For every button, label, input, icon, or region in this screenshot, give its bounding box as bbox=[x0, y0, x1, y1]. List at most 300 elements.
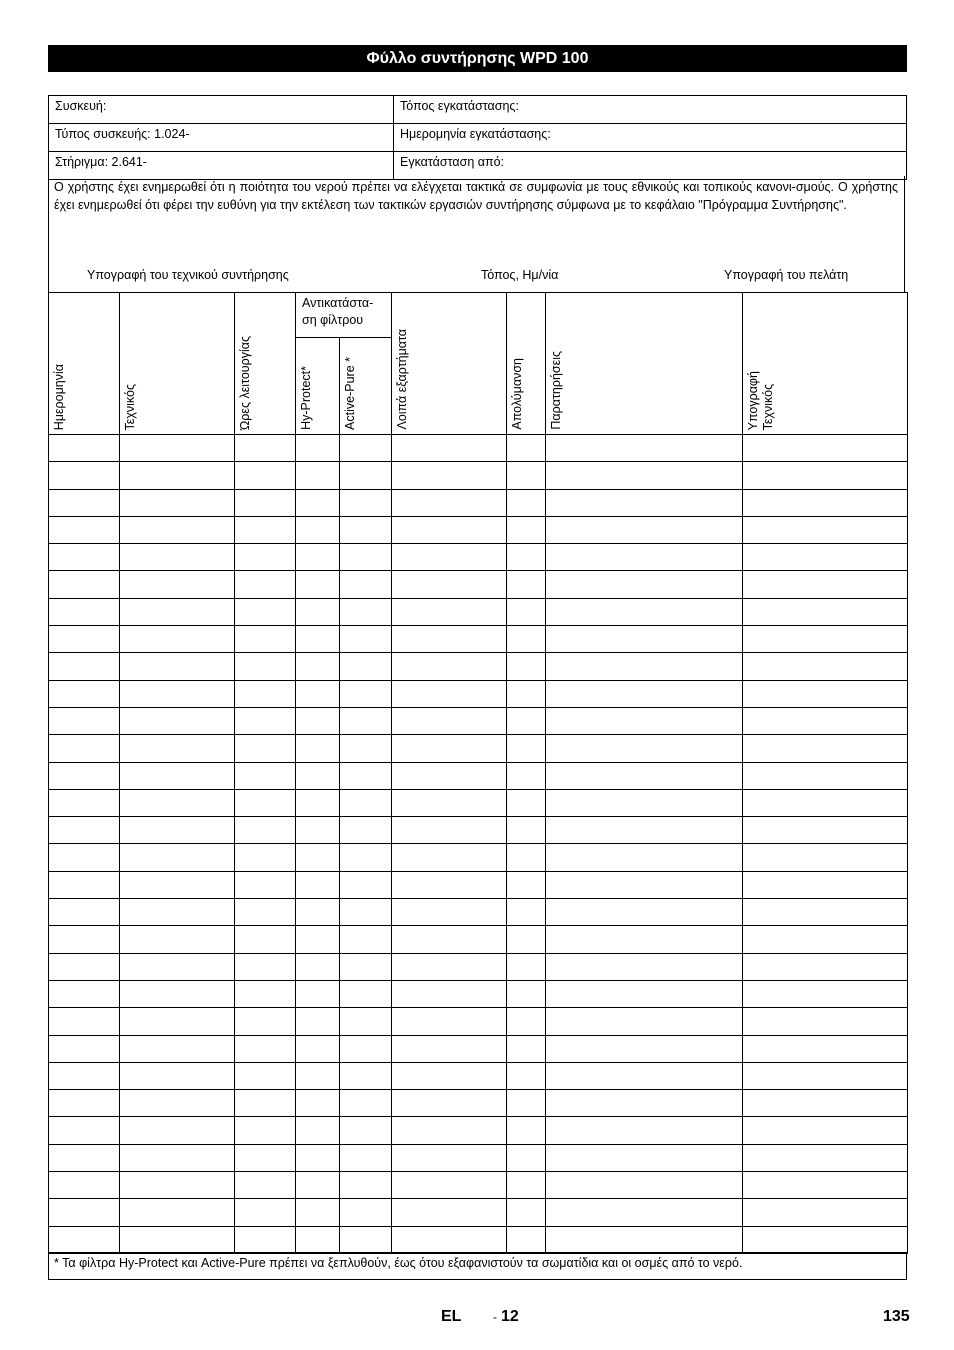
cell-technician[interactable] bbox=[120, 899, 235, 926]
cell-disinfection[interactable] bbox=[507, 1172, 546, 1199]
cell-date[interactable] bbox=[49, 817, 120, 844]
table-row bbox=[49, 435, 908, 462]
table-row bbox=[49, 1144, 908, 1171]
cell-remarks[interactable] bbox=[546, 489, 743, 516]
cell-technician[interactable] bbox=[120, 626, 235, 653]
cell-date[interactable] bbox=[49, 1008, 120, 1035]
cell-hours[interactable] bbox=[235, 789, 296, 816]
cell-disinfection[interactable] bbox=[507, 598, 546, 625]
notice-text: Ο χρήστης έχει ενημερωθεί ότι η ποιότητα του νερού πρέπει να ελέγχεται τακτικά σε συμφωνία με τους εθνικούς και τοπικούς κανονι-σμούς. Ο χρήστης έχει ενημερωθεί ότι φέρει την ευθύνη για την εκτέλεση των τακτικών εργασιών συντήρησης σύμφωνα με το κεφάλαιο "Πρόγραμμα Συντήρησης". bbox=[54, 180, 898, 212]
cell-date[interactable] bbox=[49, 489, 120, 516]
location-field[interactable]: Τόπος εγκατάστασης: bbox=[400, 99, 519, 113]
cell-hy-protect[interactable] bbox=[296, 544, 340, 571]
cell-hours[interactable] bbox=[235, 899, 296, 926]
cell-technician[interactable] bbox=[120, 1090, 235, 1117]
cell-hours[interactable] bbox=[235, 653, 296, 680]
cell-date[interactable] bbox=[49, 926, 120, 953]
cell-remarks[interactable] bbox=[546, 1172, 743, 1199]
cell-other-parts[interactable] bbox=[392, 844, 507, 871]
cell-other-parts[interactable] bbox=[392, 680, 507, 707]
cell-hy-protect[interactable] bbox=[296, 1172, 340, 1199]
cell-remarks[interactable] bbox=[546, 871, 743, 898]
cell-remarks[interactable] bbox=[546, 926, 743, 953]
col-header-other-parts: Λοιπά εξαρτήματα bbox=[392, 293, 507, 435]
cell-disinfection[interactable] bbox=[507, 789, 546, 816]
cell-date[interactable] bbox=[49, 953, 120, 980]
cell-hours[interactable] bbox=[235, 953, 296, 980]
cell-other-parts[interactable] bbox=[392, 1144, 507, 1171]
col-header-disinfection: Απολύμανση bbox=[507, 293, 546, 435]
cell-disinfection[interactable] bbox=[507, 1035, 546, 1062]
cell-active-pure[interactable] bbox=[340, 489, 392, 516]
cell-other-parts[interactable] bbox=[392, 871, 507, 898]
cell-other-parts[interactable] bbox=[392, 516, 507, 543]
table-row bbox=[49, 1062, 908, 1089]
cell-other-parts[interactable] bbox=[392, 980, 507, 1007]
cell-active-pure[interactable] bbox=[340, 1172, 392, 1199]
cell-remarks[interactable] bbox=[546, 1199, 743, 1226]
cell-tech-signature[interactable] bbox=[743, 1090, 908, 1117]
cell-remarks[interactable] bbox=[546, 707, 743, 734]
cell-disinfection[interactable] bbox=[507, 489, 546, 516]
cell-date[interactable] bbox=[49, 1090, 120, 1117]
cell-active-pure[interactable] bbox=[340, 1008, 392, 1035]
cell-technician[interactable] bbox=[120, 735, 235, 762]
cell-tech-signature[interactable] bbox=[743, 516, 908, 543]
cell-hours[interactable] bbox=[235, 926, 296, 953]
cell-active-pure[interactable] bbox=[340, 926, 392, 953]
cell-technician[interactable] bbox=[120, 1199, 235, 1226]
table-row bbox=[49, 653, 908, 680]
cell-disinfection[interactable] bbox=[507, 1144, 546, 1171]
cell-date[interactable] bbox=[49, 735, 120, 762]
cell-hy-protect[interactable] bbox=[296, 707, 340, 734]
cell-tech-signature[interactable] bbox=[743, 844, 908, 871]
cell-technician[interactable] bbox=[120, 926, 235, 953]
cell-other-parts[interactable] bbox=[392, 435, 507, 462]
cell-hy-protect[interactable] bbox=[296, 598, 340, 625]
cell-tech-signature[interactable] bbox=[743, 653, 908, 680]
cell-disinfection[interactable] bbox=[507, 653, 546, 680]
cell-remarks[interactable] bbox=[546, 762, 743, 789]
cell-date[interactable] bbox=[49, 1035, 120, 1062]
cell-date[interactable] bbox=[49, 1172, 120, 1199]
cell-other-parts[interactable] bbox=[392, 1172, 507, 1199]
cell-hours[interactable] bbox=[235, 1090, 296, 1117]
cell-active-pure[interactable] bbox=[340, 516, 392, 543]
cell-active-pure[interactable] bbox=[340, 1117, 392, 1144]
cell-active-pure[interactable] bbox=[340, 844, 392, 871]
cell-technician[interactable] bbox=[120, 1008, 235, 1035]
cell-hours[interactable] bbox=[235, 844, 296, 871]
cell-disinfection[interactable] bbox=[507, 626, 546, 653]
cell-remarks[interactable] bbox=[546, 571, 743, 598]
cell-other-parts[interactable] bbox=[392, 489, 507, 516]
cell-technician[interactable] bbox=[120, 653, 235, 680]
cell-hours[interactable] bbox=[235, 598, 296, 625]
bracket-field[interactable]: Στήριγμα: 2.641- bbox=[49, 152, 394, 179]
cell-date[interactable] bbox=[49, 871, 120, 898]
cell-date[interactable] bbox=[49, 1144, 120, 1171]
cell-active-pure[interactable] bbox=[340, 462, 392, 489]
cell-tech-signature[interactable] bbox=[743, 1172, 908, 1199]
cell-active-pure[interactable] bbox=[340, 789, 392, 816]
cell-other-parts[interactable] bbox=[392, 1090, 507, 1117]
table-row bbox=[49, 707, 908, 734]
cell-disinfection[interactable] bbox=[507, 571, 546, 598]
cell-hy-protect[interactable] bbox=[296, 1090, 340, 1117]
col-header-active-pure: Active-Pure * bbox=[340, 338, 392, 435]
cell-technician[interactable] bbox=[120, 844, 235, 871]
cell-hy-protect[interactable] bbox=[296, 516, 340, 543]
cell-hy-protect[interactable] bbox=[296, 817, 340, 844]
cell-other-parts[interactable] bbox=[392, 1035, 507, 1062]
cell-other-parts[interactable] bbox=[392, 953, 507, 980]
cell-date[interactable] bbox=[49, 544, 120, 571]
cell-tech-signature[interactable] bbox=[743, 899, 908, 926]
cell-technician[interactable] bbox=[120, 1172, 235, 1199]
cell-tech-signature[interactable] bbox=[743, 598, 908, 625]
cell-hy-protect[interactable] bbox=[296, 626, 340, 653]
cell-date[interactable] bbox=[49, 435, 120, 462]
cell-tech-signature[interactable] bbox=[743, 762, 908, 789]
cell-disinfection[interactable] bbox=[507, 817, 546, 844]
cell-active-pure[interactable] bbox=[340, 544, 392, 571]
cell-hours[interactable] bbox=[235, 1035, 296, 1062]
cell-active-pure[interactable] bbox=[340, 653, 392, 680]
cell-active-pure[interactable] bbox=[340, 871, 392, 898]
cell-hy-protect[interactable] bbox=[296, 871, 340, 898]
cell-other-parts[interactable] bbox=[392, 598, 507, 625]
cell-hy-protect[interactable] bbox=[296, 1226, 340, 1253]
cell-tech-signature[interactable] bbox=[743, 489, 908, 516]
cell-tech-signature[interactable] bbox=[743, 980, 908, 1007]
cell-hours[interactable] bbox=[235, 489, 296, 516]
filter-footnote: * Τα φίλτρα Hy-Protect και Active-Pure πρέπει να ξεπλυθούν, έως ότου εξαφανιστούν τα σωματίδια και οι οσμές από το νερό. bbox=[48, 1252, 907, 1280]
cell-hours[interactable] bbox=[235, 735, 296, 762]
cell-hy-protect[interactable] bbox=[296, 762, 340, 789]
cell-technician[interactable] bbox=[120, 462, 235, 489]
cell-other-parts[interactable] bbox=[392, 653, 507, 680]
cell-tech-signature[interactable] bbox=[743, 735, 908, 762]
cell-remarks[interactable] bbox=[546, 844, 743, 871]
cell-hours[interactable] bbox=[235, 516, 296, 543]
cell-remarks[interactable] bbox=[546, 626, 743, 653]
cell-disinfection[interactable] bbox=[507, 516, 546, 543]
cell-other-parts[interactable] bbox=[392, 1062, 507, 1089]
cell-date[interactable] bbox=[49, 626, 120, 653]
cell-technician[interactable] bbox=[120, 1144, 235, 1171]
cell-active-pure[interactable] bbox=[340, 1199, 392, 1226]
cell-technician[interactable] bbox=[120, 544, 235, 571]
cell-active-pure[interactable] bbox=[340, 735, 392, 762]
cell-date[interactable] bbox=[49, 1062, 120, 1089]
cell-disinfection[interactable] bbox=[507, 1008, 546, 1035]
cell-remarks[interactable] bbox=[546, 953, 743, 980]
cell-remarks[interactable] bbox=[546, 789, 743, 816]
cell-hy-protect[interactable] bbox=[296, 953, 340, 980]
cell-disinfection[interactable] bbox=[507, 980, 546, 1007]
footer-language: EL bbox=[441, 1308, 462, 1325]
cell-hy-protect[interactable] bbox=[296, 926, 340, 953]
page-title: Φύλλο συντήρησης WPD 100 bbox=[48, 45, 907, 72]
cell-tech-signature[interactable] bbox=[743, 707, 908, 734]
cell-tech-signature[interactable] bbox=[743, 435, 908, 462]
cell-other-parts[interactable] bbox=[392, 707, 507, 734]
cell-date[interactable] bbox=[49, 571, 120, 598]
cell-remarks[interactable] bbox=[546, 653, 743, 680]
cell-remarks[interactable] bbox=[546, 462, 743, 489]
cell-hy-protect[interactable] bbox=[296, 489, 340, 516]
cell-date[interactable] bbox=[49, 516, 120, 543]
cell-technician[interactable] bbox=[120, 762, 235, 789]
cell-active-pure[interactable] bbox=[340, 1062, 392, 1089]
cell-remarks[interactable] bbox=[546, 1226, 743, 1253]
cell-disinfection[interactable] bbox=[507, 1117, 546, 1144]
cell-remarks[interactable] bbox=[546, 899, 743, 926]
cell-hy-protect[interactable] bbox=[296, 735, 340, 762]
cell-disinfection[interactable] bbox=[507, 926, 546, 953]
cell-remarks[interactable] bbox=[546, 980, 743, 1007]
cell-disinfection[interactable] bbox=[507, 680, 546, 707]
cell-tech-signature[interactable] bbox=[743, 926, 908, 953]
cell-date[interactable] bbox=[49, 762, 120, 789]
cell-other-parts[interactable] bbox=[392, 571, 507, 598]
cell-remarks[interactable] bbox=[546, 544, 743, 571]
cell-remarks[interactable] bbox=[546, 1144, 743, 1171]
cell-date[interactable] bbox=[49, 462, 120, 489]
cell-hy-protect[interactable] bbox=[296, 1008, 340, 1035]
cell-date[interactable] bbox=[49, 1117, 120, 1144]
cell-remarks[interactable] bbox=[546, 735, 743, 762]
cell-technician[interactable] bbox=[120, 707, 235, 734]
cell-hy-protect[interactable] bbox=[296, 899, 340, 926]
cell-remarks[interactable] bbox=[546, 1090, 743, 1117]
cell-active-pure[interactable] bbox=[340, 435, 392, 462]
cell-active-pure[interactable] bbox=[340, 899, 392, 926]
cell-technician[interactable] bbox=[120, 435, 235, 462]
cell-technician[interactable] bbox=[120, 953, 235, 980]
cell-technician[interactable] bbox=[120, 516, 235, 543]
install-date-field[interactable]: Ημερομηνία εγκατάστασης: bbox=[400, 127, 551, 141]
cell-hy-protect[interactable] bbox=[296, 1199, 340, 1226]
cell-hours[interactable] bbox=[235, 571, 296, 598]
col-header-technician: Τεχνικός bbox=[120, 293, 235, 435]
device-type-field[interactable]: Τύπος συσκευής: 1.024- bbox=[49, 124, 394, 151]
cell-date[interactable] bbox=[49, 707, 120, 734]
cell-hy-protect[interactable] bbox=[296, 789, 340, 816]
cell-tech-signature[interactable] bbox=[743, 871, 908, 898]
cell-tech-signature[interactable] bbox=[743, 680, 908, 707]
cell-other-parts[interactable] bbox=[392, 789, 507, 816]
cell-hy-protect[interactable] bbox=[296, 1062, 340, 1089]
cell-hy-protect[interactable] bbox=[296, 462, 340, 489]
cell-hours[interactable] bbox=[235, 871, 296, 898]
cell-date[interactable] bbox=[49, 680, 120, 707]
cell-hy-protect[interactable] bbox=[296, 1144, 340, 1171]
cell-tech-signature[interactable] bbox=[743, 1199, 908, 1226]
cell-hy-protect[interactable] bbox=[296, 653, 340, 680]
cell-other-parts[interactable] bbox=[392, 1226, 507, 1253]
cell-date[interactable] bbox=[49, 844, 120, 871]
cell-technician[interactable] bbox=[120, 871, 235, 898]
cell-hours[interactable] bbox=[235, 707, 296, 734]
cell-hy-protect[interactable] bbox=[296, 571, 340, 598]
cell-active-pure[interactable] bbox=[340, 762, 392, 789]
cell-other-parts[interactable] bbox=[392, 626, 507, 653]
cell-tech-signature[interactable] bbox=[743, 462, 908, 489]
cell-active-pure[interactable] bbox=[340, 598, 392, 625]
table-row bbox=[49, 980, 908, 1007]
cell-technician[interactable] bbox=[120, 1035, 235, 1062]
cell-hy-protect[interactable] bbox=[296, 844, 340, 871]
cell-active-pure[interactable] bbox=[340, 680, 392, 707]
cell-remarks[interactable] bbox=[546, 1035, 743, 1062]
cell-tech-signature[interactable] bbox=[743, 789, 908, 816]
cell-hours[interactable] bbox=[235, 1172, 296, 1199]
cell-hours[interactable] bbox=[235, 1199, 296, 1226]
cell-tech-signature[interactable] bbox=[743, 1144, 908, 1171]
cell-disinfection[interactable] bbox=[507, 953, 546, 980]
device-info-table bbox=[48, 95, 907, 180]
cell-hours[interactable] bbox=[235, 1062, 296, 1089]
cell-tech-signature[interactable] bbox=[743, 953, 908, 980]
cell-technician[interactable] bbox=[120, 980, 235, 1007]
cell-active-pure[interactable] bbox=[340, 1090, 392, 1117]
cell-active-pure[interactable] bbox=[340, 817, 392, 844]
cell-remarks[interactable] bbox=[546, 435, 743, 462]
cell-hours[interactable] bbox=[235, 1117, 296, 1144]
table-row bbox=[49, 953, 908, 980]
cell-tech-signature[interactable] bbox=[743, 626, 908, 653]
cell-other-parts[interactable] bbox=[392, 926, 507, 953]
cell-hours[interactable] bbox=[235, 435, 296, 462]
cell-tech-signature[interactable] bbox=[743, 817, 908, 844]
cell-technician[interactable] bbox=[120, 571, 235, 598]
cell-technician[interactable] bbox=[120, 817, 235, 844]
cell-hy-protect[interactable] bbox=[296, 980, 340, 1007]
cell-remarks[interactable] bbox=[546, 680, 743, 707]
cell-date[interactable] bbox=[49, 980, 120, 1007]
cell-hours[interactable] bbox=[235, 680, 296, 707]
footer-page-number: 135 bbox=[883, 1308, 910, 1325]
cell-technician[interactable] bbox=[120, 489, 235, 516]
cell-other-parts[interactable] bbox=[392, 735, 507, 762]
cell-other-parts[interactable] bbox=[392, 544, 507, 571]
cell-disinfection[interactable] bbox=[507, 544, 546, 571]
cell-date[interactable] bbox=[49, 653, 120, 680]
cell-technician[interactable] bbox=[120, 1226, 235, 1253]
cell-technician[interactable] bbox=[120, 598, 235, 625]
cell-remarks[interactable] bbox=[546, 516, 743, 543]
cell-disinfection[interactable] bbox=[507, 899, 546, 926]
cell-tech-signature[interactable] bbox=[743, 571, 908, 598]
cell-hours[interactable] bbox=[235, 1144, 296, 1171]
device-field[interactable]: Συσκευή: bbox=[49, 96, 394, 123]
cell-tech-signature[interactable] bbox=[743, 544, 908, 571]
cell-active-pure[interactable] bbox=[340, 626, 392, 653]
cell-disinfection[interactable] bbox=[507, 762, 546, 789]
cell-tech-signature[interactable] bbox=[743, 1117, 908, 1144]
cell-technician[interactable] bbox=[120, 789, 235, 816]
cell-other-parts[interactable] bbox=[392, 1199, 507, 1226]
cell-tech-signature[interactable] bbox=[743, 1062, 908, 1089]
cell-hours[interactable] bbox=[235, 544, 296, 571]
cell-other-parts[interactable] bbox=[392, 899, 507, 926]
cell-hy-protect[interactable] bbox=[296, 435, 340, 462]
cell-hy-protect[interactable] bbox=[296, 680, 340, 707]
cell-active-pure[interactable] bbox=[340, 1144, 392, 1171]
cell-active-pure[interactable] bbox=[340, 953, 392, 980]
table-row bbox=[49, 817, 908, 844]
table-row bbox=[49, 844, 908, 871]
cell-remarks[interactable] bbox=[546, 1008, 743, 1035]
cell-date[interactable] bbox=[49, 789, 120, 816]
cell-remarks[interactable] bbox=[546, 817, 743, 844]
cell-remarks[interactable] bbox=[546, 598, 743, 625]
cell-other-parts[interactable] bbox=[392, 817, 507, 844]
cell-other-parts[interactable] bbox=[392, 1008, 507, 1035]
cell-date[interactable] bbox=[49, 899, 120, 926]
cell-hours[interactable] bbox=[235, 1008, 296, 1035]
cell-date[interactable] bbox=[49, 598, 120, 625]
cell-hours[interactable] bbox=[235, 817, 296, 844]
cell-technician[interactable] bbox=[120, 680, 235, 707]
cell-hours[interactable] bbox=[235, 626, 296, 653]
cell-active-pure[interactable] bbox=[340, 1226, 392, 1253]
cell-technician[interactable] bbox=[120, 1117, 235, 1144]
cell-other-parts[interactable] bbox=[392, 1117, 507, 1144]
cell-disinfection[interactable] bbox=[507, 871, 546, 898]
cell-remarks[interactable] bbox=[546, 1117, 743, 1144]
cell-active-pure[interactable] bbox=[340, 707, 392, 734]
info-row-device bbox=[49, 96, 906, 124]
cell-disinfection[interactable] bbox=[507, 735, 546, 762]
cell-hy-protect[interactable] bbox=[296, 1117, 340, 1144]
cell-active-pure[interactable] bbox=[340, 571, 392, 598]
cell-tech-signature[interactable] bbox=[743, 1035, 908, 1062]
cell-date[interactable] bbox=[49, 1199, 120, 1226]
cell-hours[interactable] bbox=[235, 462, 296, 489]
cell-tech-signature[interactable] bbox=[743, 1008, 908, 1035]
cell-technician[interactable] bbox=[120, 1062, 235, 1089]
installed-by-field[interactable]: Εγκατάσταση από: bbox=[400, 155, 505, 169]
cell-date[interactable] bbox=[49, 1226, 120, 1253]
table-row bbox=[49, 762, 908, 789]
table-row bbox=[49, 626, 908, 653]
cell-active-pure[interactable] bbox=[340, 980, 392, 1007]
cell-disinfection[interactable] bbox=[507, 435, 546, 462]
cell-hours[interactable] bbox=[235, 980, 296, 1007]
cell-hours[interactable] bbox=[235, 762, 296, 789]
cell-disinfection[interactable] bbox=[507, 844, 546, 871]
cell-hy-protect[interactable] bbox=[296, 1035, 340, 1062]
cell-disinfection[interactable] bbox=[507, 1062, 546, 1089]
cell-tech-signature[interactable] bbox=[743, 1226, 908, 1253]
cell-disinfection[interactable] bbox=[507, 1090, 546, 1117]
cell-other-parts[interactable] bbox=[392, 462, 507, 489]
table-row bbox=[49, 926, 908, 953]
cell-disinfection[interactable] bbox=[507, 1226, 546, 1253]
cell-active-pure[interactable] bbox=[340, 1035, 392, 1062]
cell-disinfection[interactable] bbox=[507, 1199, 546, 1226]
cell-remarks[interactable] bbox=[546, 1062, 743, 1089]
cell-hours[interactable] bbox=[235, 1226, 296, 1253]
cell-other-parts[interactable] bbox=[392, 762, 507, 789]
col-header-tech-signature: Υπογραφή Τεχνικός bbox=[743, 293, 908, 435]
cell-disinfection[interactable] bbox=[507, 707, 546, 734]
cell-disinfection[interactable] bbox=[507, 462, 546, 489]
